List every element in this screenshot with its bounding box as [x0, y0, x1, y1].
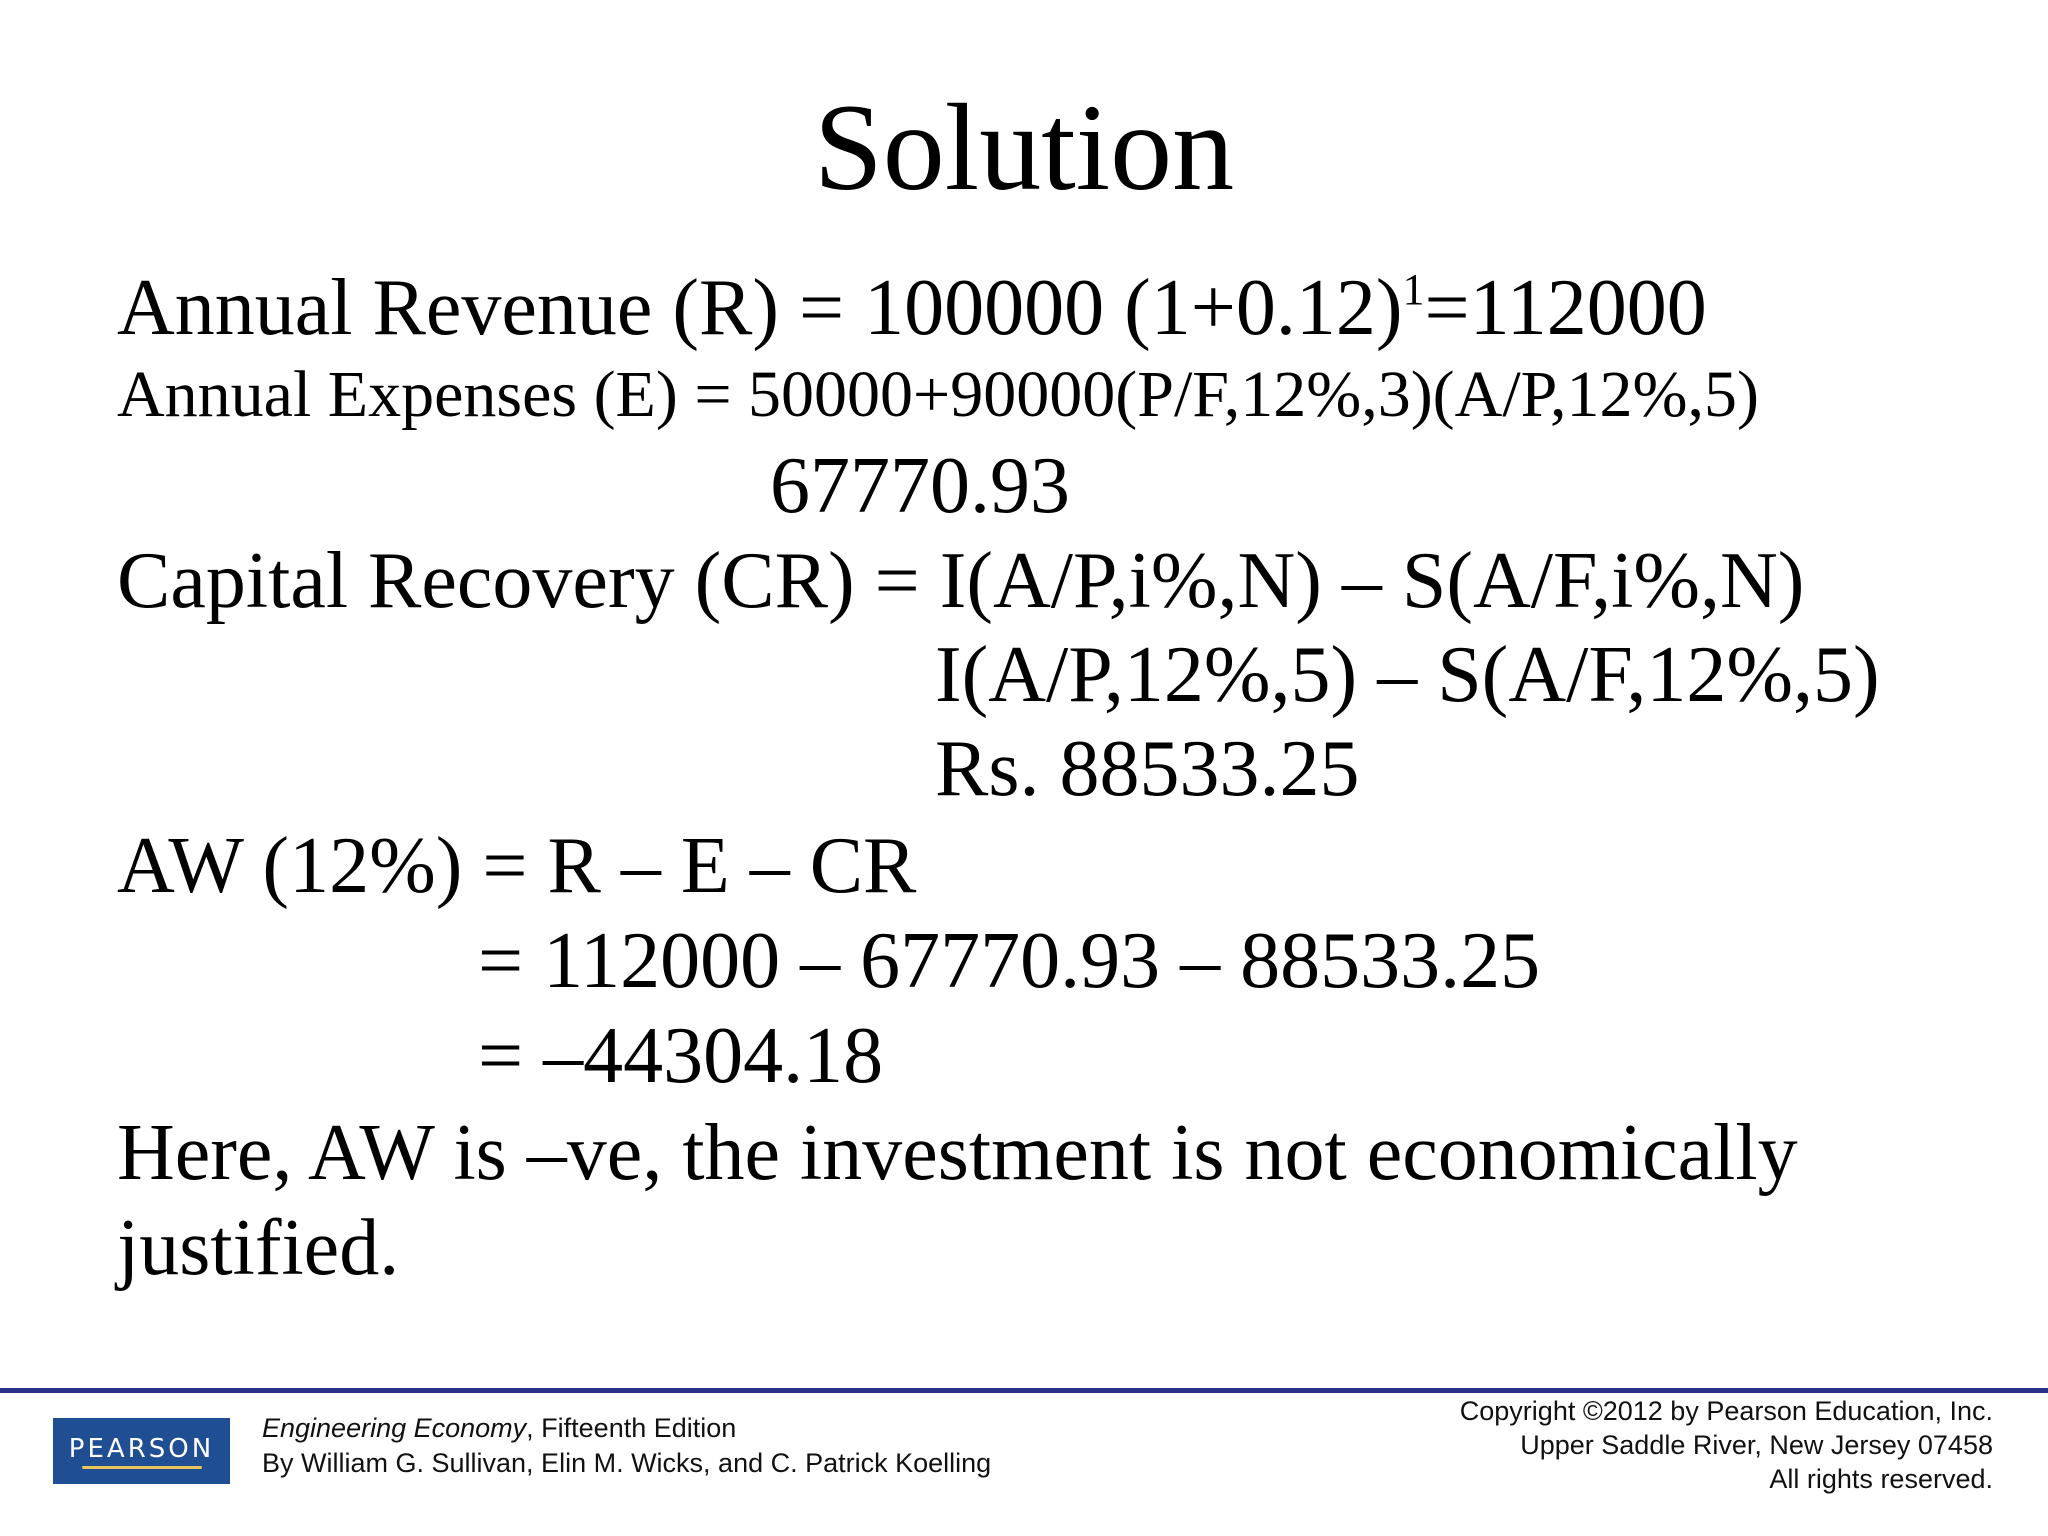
annual-worth-substituted: = 112000 – 67770.93 – 88533.25: [478, 917, 1541, 1005]
conclusion-line-2: justified.: [117, 1204, 400, 1292]
book-credits: [262, 1411, 991, 1481]
conclusion-line-1: Here, AW is –ve, the investment is not economically: [117, 1109, 1798, 1197]
logo-swoosh: [82, 1466, 202, 1469]
slide-title: Solution: [813, 79, 1235, 216]
copyright-line-3: All rights reserved.: [1769, 1464, 1993, 1494]
copyright-line-1: Copyright ©2012 by Pearson Education, Inc.: [1459, 1396, 1993, 1426]
book-edition: , Fifteenth Edition: [526, 1413, 737, 1443]
revenue-exponent: 1: [1402, 265, 1425, 314]
copyright-line-2: Upper Saddle River, New Jersey 07458: [1520, 1430, 1993, 1460]
expenses-formula: Annual Expenses (E) = 50000+90000(P/F,12%,3)(A/P,12%,5): [117, 358, 1760, 431]
copyright-notice: [1460, 1394, 1993, 1496]
book-title-line: [262, 1411, 991, 1446]
revenue-line: [117, 264, 1707, 352]
capital-recovery-formula: Capital Recovery (CR) = I(A/P,i%,N) – S(A/F,i%,N): [117, 537, 1805, 625]
revenue-result: =112000: [1424, 264, 1707, 352]
pearson-logo: [53, 1418, 230, 1484]
logo-text: PEARSON: [68, 1433, 215, 1464]
book-title: Engineering Economy: [262, 1413, 527, 1443]
book-authors: By William G. Sullivan, Elin M. Wicks, and C. Patrick Koelling: [262, 1448, 992, 1478]
expenses-value: 67770.93: [770, 442, 1070, 530]
revenue-label: Annual Revenue (R) = 100000 (1+0.12): [117, 264, 1403, 352]
capital-recovery-substituted: I(A/P,12%,5) – S(A/F,12%,5): [935, 631, 1880, 719]
capital-recovery-value: Rs. 88533.25: [935, 725, 1360, 813]
annual-worth-result: = –44304.18: [478, 1012, 884, 1100]
annual-worth-formula: AW (12%) = R – E – CR: [117, 822, 917, 910]
footer-divider: [0, 1388, 2048, 1393]
